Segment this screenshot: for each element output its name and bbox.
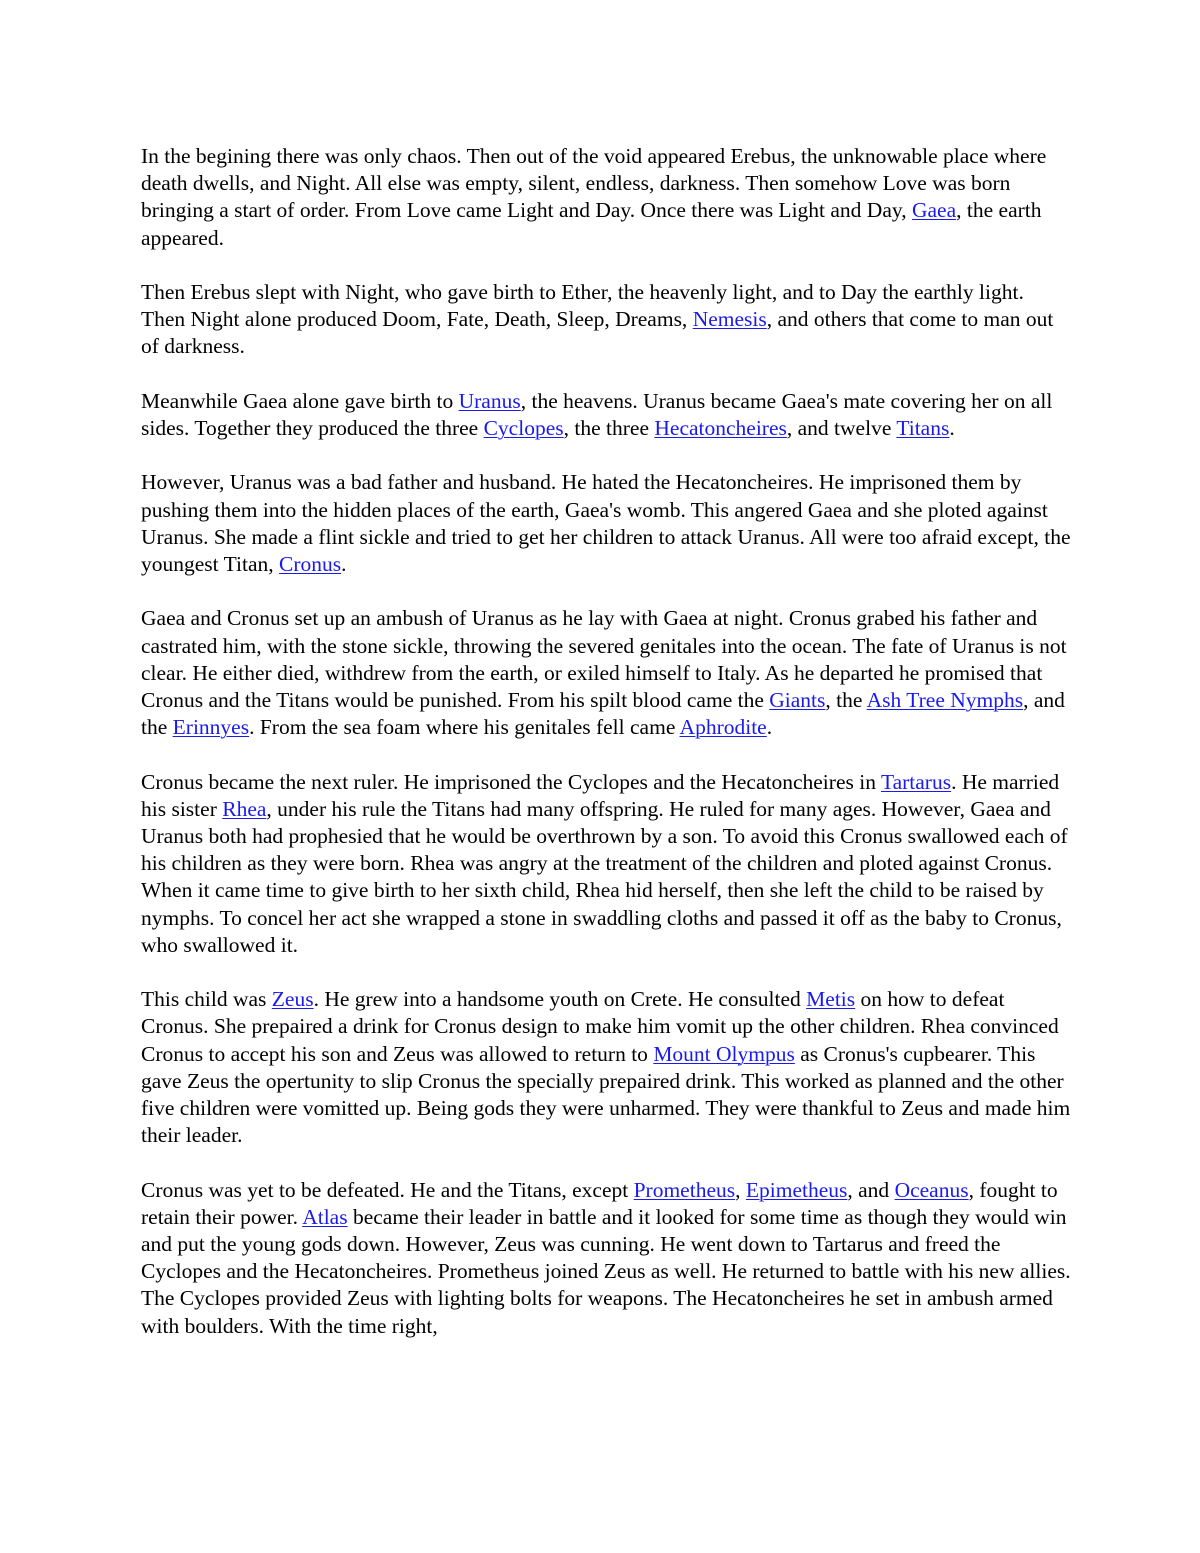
text-run: , the earth appeared. [141, 198, 1042, 250]
paragraph [141, 279, 1071, 361]
document-body [141, 143, 1071, 1340]
link-hecatoncheires[interactable]: Hecatoncheires [654, 416, 787, 440]
link-metis[interactable]: Metis [806, 987, 856, 1012]
text-run: Meanwhile Gaea alone gave birth to [141, 388, 459, 413]
link-nemesis[interactable]: Nemesis [692, 307, 767, 332]
link-erinnyes[interactable]: Erinnyes [172, 715, 250, 740]
link-tartarus[interactable]: Tartarus [880, 769, 952, 794]
text-run: Then Erebus slept with Night, who gave birth to Ether, the heavenly light, and to Day the earthly light. Then Night alone produced Doom, Fate, Death, Sleep, Dreams, [141, 280, 1024, 332]
paragraph [141, 1177, 1071, 1340]
text-run: . [949, 416, 955, 440]
text-run: , and [847, 1177, 895, 1202]
text-run: , the three [563, 416, 655, 440]
link-atlas[interactable]: Atlas [302, 1204, 348, 1229]
link-cyclopes[interactable]: Cyclopes [483, 416, 564, 440]
text-run: , fought to retain their power. [141, 1177, 1058, 1229]
text-run: . [766, 715, 773, 740]
link-mount-olympus[interactable]: Mount Olympus [653, 1041, 795, 1066]
text-run: became their leader in battle and it looked for some time as though they would win and put the young gods down. However, Zeus was cunning. He went down to Tartarus and freed the Cyclopes and the Hecatoncheires. Prometheus joined Zeus as well. He returned to battle with his new allies. The Cyclopes provided Zeus with lighting bolts for weapons. The Hecatoncheires he set in ambush armed with boulders. With the time right, [141, 1204, 1071, 1338]
link-prometheus[interactable]: Prometheus [633, 1177, 736, 1202]
link-cronus[interactable]: Cronus [279, 552, 342, 576]
link-giants[interactable]: Giants [769, 688, 826, 712]
link-ash-tree-nymphs[interactable]: Ash Tree Nymphs [866, 688, 1024, 712]
text-run: Cronus was yet to be defeated. He and the Titans, except [141, 1177, 634, 1202]
text-run: , and twelve [786, 416, 897, 440]
text-run: . [341, 552, 347, 576]
text-run: Gaea and Cronus set up an ambush of Uranus as he lay with Gaea at night. Cronus grabed his father and castrated him, with the stone sickle, throwing the severed genitales into the ocean. The fate of Uranus is not clear. He either died, withdrew from the earth, or exiled himself to Italy. As he departed he promised that Cronus and the Titans would be punished. From his spilt blood came the [141, 606, 1067, 712]
text-run: However, Uranus was a bad father and husband. He hated the Hecatoncheires. He imprisoned them by pushing them into the hidden places of the earth, Gaea's womb. This angered Gaea and she ploted against Uranus. She made a flint sickle and tried to get her children to attack Uranus. All were too afraid except, the youngest Titan, [141, 470, 1071, 576]
text-run: , and the [141, 688, 1065, 740]
link-zeus[interactable]: Zeus [271, 987, 314, 1012]
link-gaea[interactable]: Gaea [911, 198, 957, 223]
text-run: Cronus became the next ruler. He imprisoned the Cyclopes and the Hecatoncheires in [141, 769, 881, 794]
link-titans[interactable]: Titans [896, 416, 950, 440]
text-run: . He grew into a handsome youth on Crete. He consulted [313, 987, 807, 1012]
text-run: This child was [141, 987, 272, 1012]
paragraph [141, 143, 1071, 252]
text-run: , the heavens. Uranus became Gaea's mate covering her on all sides. Together they produced the three [141, 388, 1053, 440]
text-run: on how to defeat Cronus. She prepaired a drink for Cronus design to make him vomit up the other children. Rhea convinced Cronus to accept his son and Zeus was allowed to return to [141, 987, 1059, 1066]
text-run: , under his rule the Titans had many offspring. He ruled for many ages. However, Gaea and Uranus both had prophesied that he would be overthrown by a son. To avoid this Cronus swallowed each of his children as they were born. Rhea was angry at the treatment of the children and ploted against Cronus. When it came time to give birth to her sixth child, Rhea hid herself, then she left the child to be raised by nymphs. To concel her act she wrapped a stone in swaddling cloths and passed it off as the baby to Cronus, who swallowed it. [141, 796, 1068, 957]
link-rhea[interactable]: Rhea [222, 796, 267, 821]
text-run: . From the sea foam where his genitales fell came [249, 715, 680, 740]
text-run: , and others that come to man out of darkness. [141, 307, 1054, 359]
paragraph [141, 469, 1071, 578]
text-run: . He married his sister [141, 769, 1060, 821]
paragraph [141, 605, 1071, 741]
paragraph [141, 769, 1071, 959]
text-run: , the [825, 688, 867, 712]
link-aphrodite[interactable]: Aphrodite [679, 715, 767, 740]
text-run: , [735, 1177, 746, 1202]
link-oceanus[interactable]: Oceanus [894, 1177, 969, 1202]
link-uranus[interactable]: Uranus [458, 388, 521, 413]
paragraph [141, 986, 1071, 1149]
link-epimetheus[interactable]: Epimetheus [745, 1177, 848, 1202]
paragraph [141, 388, 1071, 442]
text-run: In the begining there was only chaos. Then out of the void appeared Erebus, the unknowable place where death dwells, and Night. All else was empty, silent, endless, darkness. Then somehow Love was born bringing a start of order. From Love came Light and Day. Once there was Light and Day, [141, 144, 1047, 223]
text-run: as Cronus's cupbearer. This gave Zeus the opertunity to slip Cronus the specially prepaired drink. This worked as planned and the other five children were vomitted up. Being gods they were unharmed. They were thankful to Zeus and made him their leader. [141, 1041, 1071, 1148]
